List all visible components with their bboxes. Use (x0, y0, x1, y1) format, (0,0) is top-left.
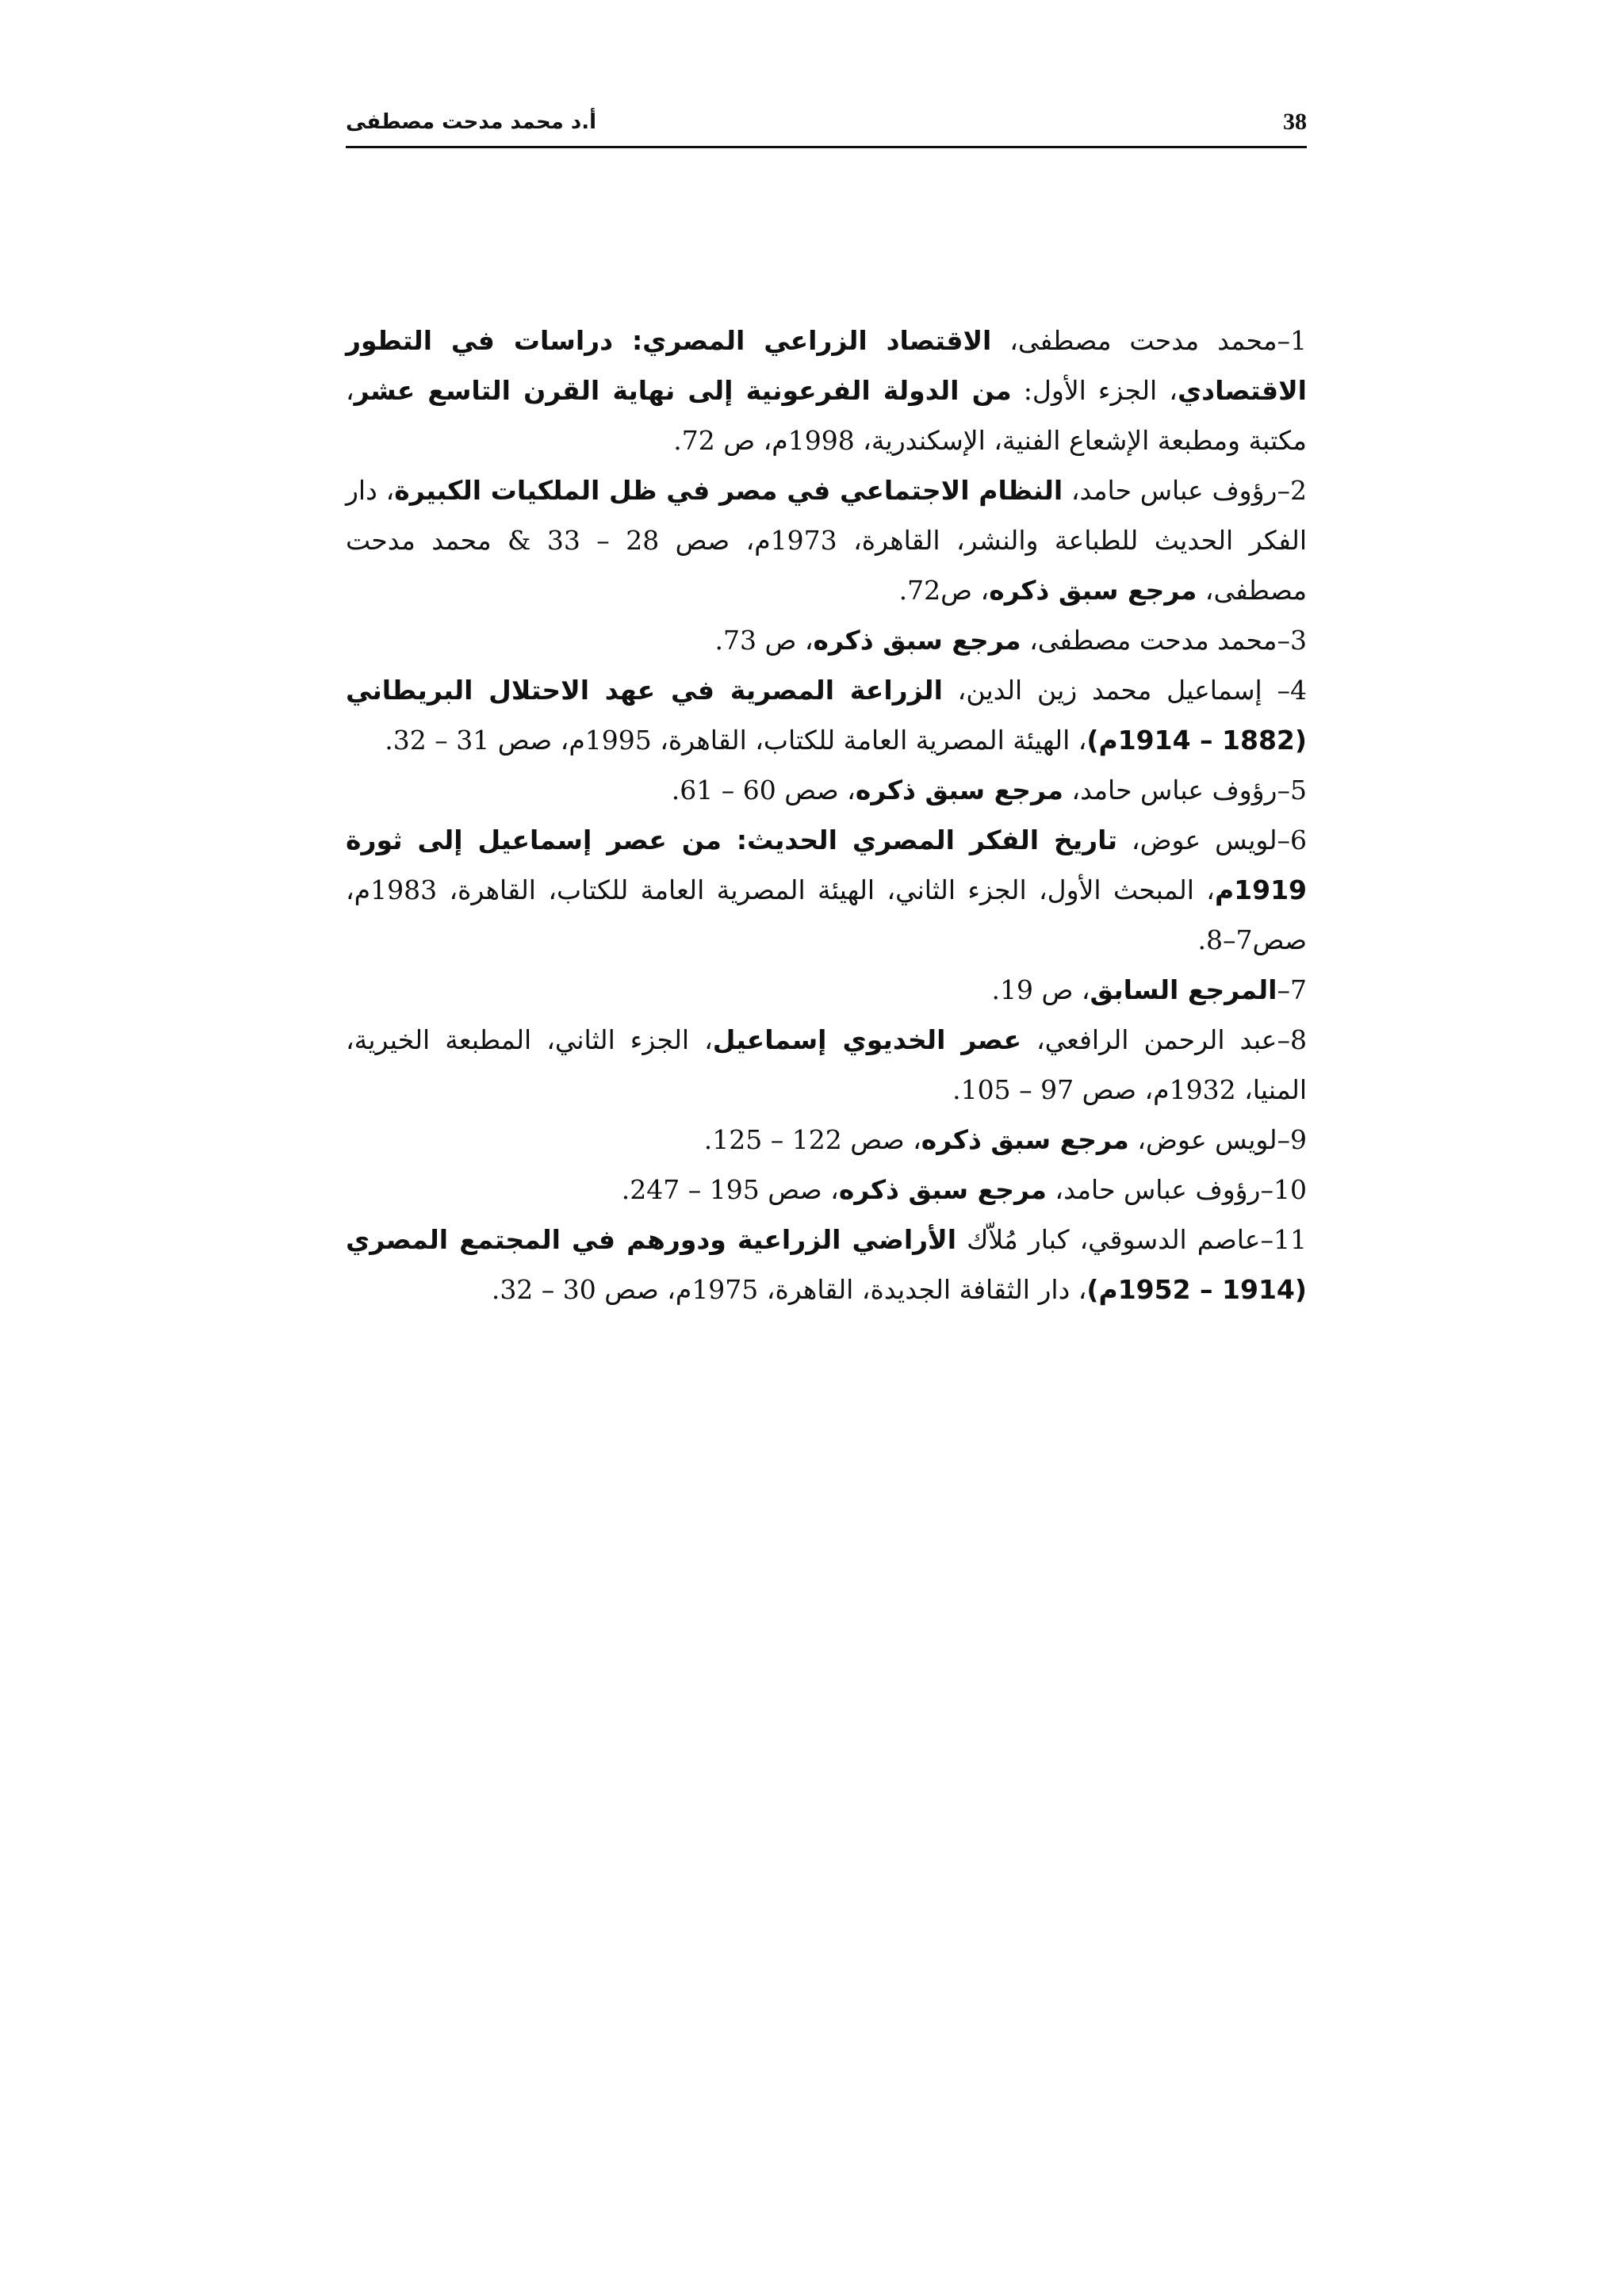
note-title: من الدولة الفرعونية إلى نهاية القرن التاسع عشر (354, 375, 1012, 406)
note-text: 5–رؤوف عباس حامد، (1063, 775, 1307, 806)
note-text: 2–رؤوف عباس حامد، (1063, 475, 1307, 506)
note-text: ، ص72. (898, 575, 990, 606)
note-text: ، الجزء الأول: (1011, 375, 1178, 406)
note-text: ، صص 195 – 247. (621, 1174, 839, 1205)
note-title: مرجع سبق ذكره (989, 575, 1197, 606)
note-text: ، صص 122 – 125. (703, 1124, 921, 1155)
note-title: الاقتصاد الزراعي المصري: دراسات في التطور الاقتصادي (346, 325, 1307, 406)
footnote-6 (346, 815, 1307, 965)
note-text: 7– (1277, 974, 1307, 1005)
note-title: تاريخ الفكر المصري الحديث: من عصر إسماعيل إلى ثورة 1919م (346, 825, 1307, 905)
note-text: ، صص 60 – 61. (671, 775, 856, 806)
footnote-2 (346, 465, 1307, 615)
note-text: 1–محمد مدحت مصطفى، (991, 325, 1307, 356)
running-head-author: أ.د محمد مدحت مصطفى (346, 110, 597, 134)
footnote-5 (346, 765, 1307, 815)
note-title: الزراعة المصرية في عهد الاحتلال البريطاني (1882 – 1914م) (346, 675, 1307, 756)
note-text: ، ص 73. (714, 625, 814, 656)
note-title: مرجع سبق ذكره (921, 1124, 1129, 1155)
footnote-4 (346, 665, 1307, 765)
note-text: ، دار الفكر الحديث للطباعة والنشر، القاهرة، 1973م، صص 28 – 33 & محمد مدحت مصطفى، (346, 475, 1307, 606)
footnote-1 (346, 316, 1307, 465)
footnote-3 (346, 615, 1307, 665)
note-text: 8–عبد الرحمن الرافعي، (1021, 1024, 1307, 1055)
footnote-8 (346, 1015, 1307, 1115)
note-text: 10–رؤوف عباس حامد، (1046, 1174, 1307, 1205)
footnote-11 (346, 1215, 1307, 1314)
note-title: المرجع السابق (1090, 974, 1277, 1005)
note-text: 11–عاصم الدسوقي، كبار مُلاّك (956, 1224, 1307, 1255)
footnotes-list (346, 316, 1307, 1314)
note-title: مرجع سبق ذكره (855, 775, 1063, 806)
note-text: 6–لويس عوض، (1116, 825, 1307, 855)
footnote-7 (346, 965, 1307, 1015)
note-title: عصر الخديوي إسماعيل (712, 1024, 1021, 1055)
note-title: النظام الاجتماعي في مصر في ظل الملكيات الكبيرة (394, 475, 1063, 506)
page-header (346, 105, 1307, 140)
note-text: ، ص 19. (991, 974, 1090, 1005)
note-text: ، الجزء الثاني، المطبعة الخيرية، المنيا، 1932م، صص 97 – 105. (346, 1024, 1307, 1105)
note-text: 9–لويس عوض، (1128, 1124, 1307, 1155)
page-number: 38 (1283, 109, 1307, 135)
note-text: ، مكتبة ومطبعة الإشعاع الفنية، الإسكندرية، 1998م، ص 72. (346, 375, 1307, 456)
note-title: مرجع سبق ذكره (813, 625, 1021, 656)
note-title: مرجع سبق ذكره (838, 1174, 1047, 1205)
header-rule (346, 146, 1307, 148)
note-text: 3–محمد مدحت مصطفى، (1021, 625, 1307, 656)
note-text: 4– إسماعيل محمد زين الدين، (942, 675, 1307, 706)
note-text: ، المبحث الأول، الجزء الثاني، الهيئة المصرية العامة للكتاب، القاهرة، 1983م، صص7–8. (346, 874, 1307, 955)
note-text: ، دار الثقافة الجديدة، القاهرة، 1975م، صص 30 – 32. (491, 1274, 1087, 1305)
note-text: ، الهيئة المصرية العامة للكتاب، القاهرة، 1995م، صص 31 – 32. (385, 725, 1087, 756)
footnote-10 (346, 1165, 1307, 1215)
footnote-9 (346, 1115, 1307, 1165)
note-title: الأراضي الزراعية ودورهم في المجتمع المصري (1914 – 1952م) (346, 1224, 1307, 1305)
